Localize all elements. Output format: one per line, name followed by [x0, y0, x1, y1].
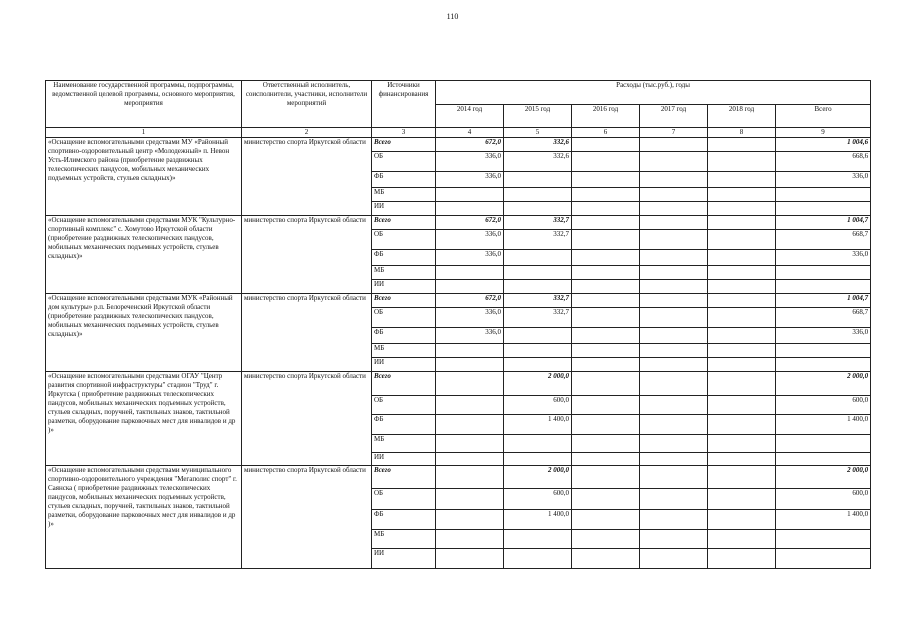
total-value-cell: [776, 530, 871, 549]
year-value-cell: [640, 294, 708, 308]
activity-name: «Оснащение вспомогательными средствами МУ «Районный спортивно-оздоровительный центр «Молодежный» п. Невон Усть-Илимского района (приобретение раздвижных телескопических пандусов, мобильных механических подъемных устройств, стульев складных)»: [46, 138, 242, 216]
total-value-cell: [776, 358, 871, 372]
year-value-cell: [640, 308, 708, 328]
total-value-cell: 1 004,6: [776, 138, 871, 152]
total-value-cell: 600,0: [776, 396, 871, 415]
year-value-cell: [436, 280, 504, 294]
total-value-cell: [776, 453, 871, 466]
activity-name: «Оснащение вспомогательными средствами муниципального спортивно-оздоровительного учреждения "Мегаполис спорт" г. Саянска ( приобретение раздвижных телескопических пандусов, мобильных механических подъемных устройств, стульев складных, поручней, тактильных знаков, тактильной разметки, оборудование парковочных мест для инвалидов и др )»: [46, 466, 242, 569]
funding-source: ОБ: [372, 152, 436, 172]
year-value-cell: [572, 466, 640, 489]
page-number: 110: [446, 12, 459, 21]
year-value-cell: [504, 188, 572, 202]
funding-source: Всего: [372, 372, 436, 396]
header-total: Всего: [776, 105, 871, 128]
responsible-executor: министерство спорта Иркутской области: [242, 294, 372, 372]
year-value-cell: [708, 230, 776, 250]
year-value-cell: [708, 294, 776, 308]
year-value-cell: [436, 266, 504, 280]
year-value-cell: [640, 358, 708, 372]
year-value-cell: [436, 453, 504, 466]
year-value-cell: [640, 396, 708, 415]
total-value-cell: [776, 280, 871, 294]
year-value-cell: [436, 510, 504, 530]
year-value-cell: [436, 489, 504, 510]
funding-source: ОБ: [372, 396, 436, 415]
year-value-cell: [708, 530, 776, 549]
funding-source: ФБ: [372, 250, 436, 266]
year-value-cell: [504, 250, 572, 266]
year-value-cell: [436, 435, 504, 453]
year-value-cell: [708, 466, 776, 489]
year-value-cell: [572, 294, 640, 308]
funding-source: ОБ: [372, 489, 436, 510]
year-value-cell: [572, 435, 640, 453]
total-value-cell: [776, 188, 871, 202]
funding-source: МБ: [372, 188, 436, 202]
header-year: 2017 год: [640, 105, 708, 128]
year-value-cell: [504, 435, 572, 453]
year-value-cell: 600,0: [504, 489, 572, 510]
year-value-cell: [504, 358, 572, 372]
year-value-cell: [640, 202, 708, 216]
year-value-cell: [436, 202, 504, 216]
year-value-cell: [708, 372, 776, 396]
year-value-cell: 336,0: [436, 172, 504, 188]
total-value-cell: 1 004,7: [776, 294, 871, 308]
year-value-cell: [708, 308, 776, 328]
year-value-cell: [640, 510, 708, 530]
total-value-cell: [776, 266, 871, 280]
total-value-cell: [776, 202, 871, 216]
year-value-cell: [436, 372, 504, 396]
year-value-cell: [708, 138, 776, 152]
year-value-cell: [572, 266, 640, 280]
total-value-cell: [776, 344, 871, 358]
year-value-cell: [572, 344, 640, 358]
total-value-cell: 2 000,0: [776, 372, 871, 396]
activity-name: «Оснащение вспомогательными средствами МУК «Районный дом культуры» р.п. Белореченский Иркутской области (приобретение раздвижных телескопических пандусов, мобильных механических подъемных устройств, стульев складных)»: [46, 294, 242, 372]
year-value-cell: [572, 138, 640, 152]
column-number: 8: [708, 128, 776, 138]
funding-source: ОБ: [372, 230, 436, 250]
year-value-cell: [708, 202, 776, 216]
year-value-cell: [640, 466, 708, 489]
year-value-cell: [504, 549, 572, 569]
year-value-cell: 600,0: [504, 396, 572, 415]
year-value-cell: [572, 489, 640, 510]
column-number: 9: [776, 128, 871, 138]
year-value-cell: [504, 172, 572, 188]
year-value-cell: 332,6: [504, 138, 572, 152]
year-value-cell: [504, 344, 572, 358]
header-responsible: Ответственный исполнитель, соисполнители, участники, исполнители мероприятий: [242, 81, 372, 128]
year-value-cell: [708, 266, 776, 280]
year-value-cell: [436, 549, 504, 569]
year-value-cell: [436, 530, 504, 549]
year-value-cell: [640, 152, 708, 172]
header-source: Источники финансирования: [372, 81, 436, 128]
column-number: 6: [572, 128, 640, 138]
year-value-cell: [640, 138, 708, 152]
header-year: 2014 год: [436, 105, 504, 128]
year-value-cell: [640, 280, 708, 294]
year-value-cell: [640, 453, 708, 466]
funding-source: ФБ: [372, 172, 436, 188]
table-row: [46, 466, 871, 489]
year-value-cell: [572, 549, 640, 569]
year-value-cell: [708, 435, 776, 453]
year-value-cell: [572, 510, 640, 530]
column-number: 5: [504, 128, 572, 138]
column-number: 1: [46, 128, 242, 138]
year-value-cell: [640, 172, 708, 188]
funding-source: Всего: [372, 294, 436, 308]
year-value-cell: 332,7: [504, 294, 572, 308]
responsible-executor: министерство спорта Иркутской области: [242, 216, 372, 294]
year-value-cell: [572, 415, 640, 435]
year-value-cell: [640, 250, 708, 266]
year-value-cell: [640, 435, 708, 453]
year-value-cell: [504, 453, 572, 466]
funding-source: ИИ: [372, 202, 436, 216]
column-number: 3: [372, 128, 436, 138]
header-year: 2018 год: [708, 105, 776, 128]
year-value-cell: [572, 172, 640, 188]
year-value-cell: [708, 216, 776, 230]
header-year: 2015 год: [504, 105, 572, 128]
activity-name: «Оснащение вспомогательными средствами ОГАУ "Центр развития спортивной инфраструктуры" стадион "Труд" г. Иркутска ( приобретение раздвижных телескопических пандусов, мобильных механических подъемных устройств, стульев складных, поручней, тактильных знаков, тактильной разметки, оборудование парковочных мест для инвалидов и др )»: [46, 372, 242, 466]
year-value-cell: 2 000,0: [504, 466, 572, 489]
funding-source: ОБ: [372, 308, 436, 328]
table-row: [46, 138, 871, 152]
funding-source: МБ: [372, 266, 436, 280]
year-value-cell: [572, 152, 640, 172]
year-value-cell: [708, 358, 776, 372]
funding-source: МБ: [372, 530, 436, 549]
responsible-executor: министерство спорта Иркутской области: [242, 372, 372, 466]
year-value-cell: [436, 358, 504, 372]
total-value-cell: 668,6: [776, 152, 871, 172]
total-value-cell: 1 400,0: [776, 415, 871, 435]
table-row: [46, 216, 871, 230]
year-value-cell: [708, 172, 776, 188]
year-value-cell: [640, 530, 708, 549]
year-value-cell: [436, 415, 504, 435]
year-value-cell: [708, 250, 776, 266]
total-value-cell: 336,0: [776, 172, 871, 188]
funding-source: ИИ: [372, 549, 436, 569]
funding-source: МБ: [372, 344, 436, 358]
year-value-cell: [436, 466, 504, 489]
responsible-executor: министерство спорта Иркутской области: [242, 138, 372, 216]
year-value-cell: [708, 280, 776, 294]
total-value-cell: 1 004,7: [776, 216, 871, 230]
year-value-cell: 336,0: [436, 250, 504, 266]
total-value-cell: 668,7: [776, 230, 871, 250]
year-value-cell: [640, 549, 708, 569]
funding-source: Всего: [372, 466, 436, 489]
year-value-cell: 672,0: [436, 216, 504, 230]
funding-source: ИИ: [372, 453, 436, 466]
year-value-cell: 332,7: [504, 230, 572, 250]
total-value-cell: 336,0: [776, 328, 871, 344]
funding-source: Всего: [372, 216, 436, 230]
year-value-cell: [504, 202, 572, 216]
year-value-cell: 1 400,0: [504, 415, 572, 435]
year-value-cell: [640, 489, 708, 510]
funding-source: ФБ: [372, 328, 436, 344]
budget-table: [45, 80, 871, 569]
year-value-cell: [640, 344, 708, 358]
total-value-cell: 2 000,0: [776, 466, 871, 489]
funding-source: Всего: [372, 138, 436, 152]
year-value-cell: 332,7: [504, 216, 572, 230]
column-number-row: [46, 128, 871, 138]
year-value-cell: [504, 328, 572, 344]
year-value-cell: [708, 489, 776, 510]
funding-source: ФБ: [372, 510, 436, 530]
year-value-cell: [572, 358, 640, 372]
year-value-cell: 672,0: [436, 294, 504, 308]
year-value-cell: [640, 266, 708, 280]
year-value-cell: [572, 396, 640, 415]
year-value-cell: 332,7: [504, 308, 572, 328]
year-value-cell: [708, 344, 776, 358]
year-value-cell: [572, 328, 640, 344]
year-value-cell: [708, 510, 776, 530]
year-value-cell: [572, 530, 640, 549]
year-value-cell: 332,6: [504, 152, 572, 172]
year-value-cell: [572, 280, 640, 294]
table-body: [46, 138, 871, 569]
header-name: Наименование государственной программы, подпрограммы, ведомственной целевой программы, основного мероприятия, мероприятия: [46, 81, 242, 128]
funding-source: ИИ: [372, 358, 436, 372]
year-value-cell: [504, 530, 572, 549]
year-value-cell: 336,0: [436, 308, 504, 328]
year-value-cell: [572, 230, 640, 250]
year-value-cell: [504, 280, 572, 294]
year-value-cell: [640, 188, 708, 202]
year-value-cell: 1 400,0: [504, 510, 572, 530]
total-value-cell: 600,0: [776, 489, 871, 510]
year-value-cell: 336,0: [436, 328, 504, 344]
year-value-cell: 672,0: [436, 138, 504, 152]
year-value-cell: [708, 188, 776, 202]
year-value-cell: [640, 328, 708, 344]
year-value-cell: [504, 266, 572, 280]
year-value-cell: [708, 549, 776, 569]
activity-name: «Оснащение вспомогательными средствами МУК "Культурно-спортивный комплекс" с. Хомутово Иркутской области (приобретение раздвижных телескопических пандусов, мобильных механических подъемных устройств, стульев складных)»: [46, 216, 242, 294]
year-value-cell: [572, 453, 640, 466]
year-value-cell: [572, 372, 640, 396]
year-value-cell: [572, 202, 640, 216]
year-value-cell: 336,0: [436, 230, 504, 250]
year-value-cell: [572, 250, 640, 266]
funding-source: ФБ: [372, 415, 436, 435]
year-value-cell: [572, 308, 640, 328]
column-number: 4: [436, 128, 504, 138]
table-row: [46, 372, 871, 396]
year-value-cell: [708, 415, 776, 435]
year-value-cell: [708, 328, 776, 344]
year-value-cell: [640, 372, 708, 396]
table-row: [46, 294, 871, 308]
year-value-cell: [640, 230, 708, 250]
year-value-cell: [708, 152, 776, 172]
year-value-cell: [572, 216, 640, 230]
funding-source: ИИ: [372, 280, 436, 294]
year-value-cell: [708, 453, 776, 466]
year-value-cell: [436, 396, 504, 415]
year-value-cell: [708, 396, 776, 415]
total-value-cell: [776, 435, 871, 453]
responsible-executor: министерство спорта Иркутской области: [242, 466, 372, 569]
column-number: 7: [640, 128, 708, 138]
header-year: 2016 год: [572, 105, 640, 128]
year-value-cell: [436, 344, 504, 358]
year-value-cell: [640, 216, 708, 230]
total-value-cell: 1 400,0: [776, 510, 871, 530]
year-value-cell: [572, 188, 640, 202]
funding-source: МБ: [372, 435, 436, 453]
total-value-cell: 668,7: [776, 308, 871, 328]
year-value-cell: [640, 415, 708, 435]
year-value-cell: 2 000,0: [504, 372, 572, 396]
total-value-cell: [776, 549, 871, 569]
year-value-cell: [436, 188, 504, 202]
column-number: 2: [242, 128, 372, 138]
year-value-cell: 336,0: [436, 152, 504, 172]
header-expenses: Расходы (тыс.руб.), годы: [436, 81, 871, 105]
total-value-cell: 336,0: [776, 250, 871, 266]
